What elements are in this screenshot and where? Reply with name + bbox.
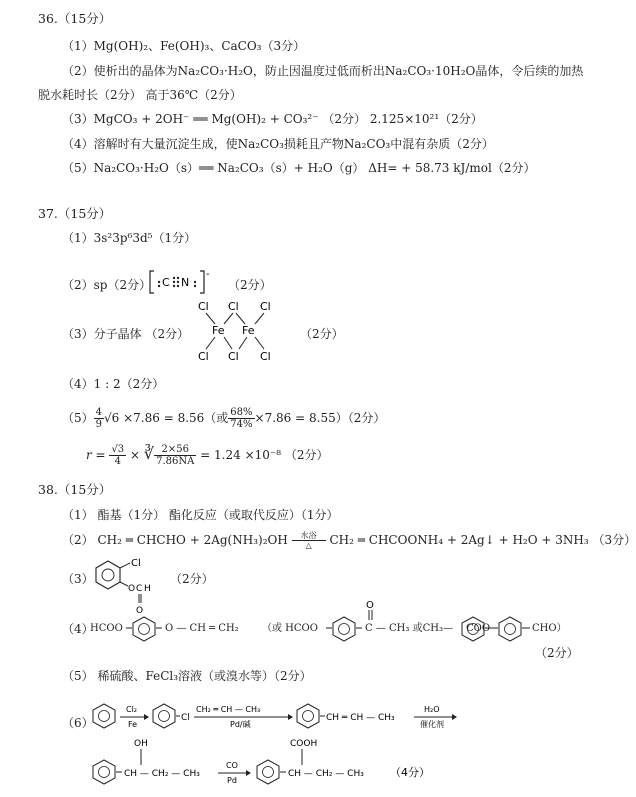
fraction-denominator: 7.86NA xyxy=(156,456,195,467)
fraction-68-74 xyxy=(228,407,254,430)
propyl-chain: CH — CH₂ — CH₃ xyxy=(288,769,364,779)
fraction-denominator: 9 xyxy=(95,419,103,430)
hydroxyl-label: OH xyxy=(134,739,148,749)
q37-title: 37.（15分） xyxy=(38,206,112,221)
condition-cl2: Cl₂ xyxy=(126,705,138,714)
acid-product xyxy=(257,739,364,784)
phenyl-formate-chloro-structure xyxy=(92,555,162,615)
formate-group: HCOO xyxy=(90,623,123,634)
alcohol-intermediate xyxy=(93,739,200,784)
benzene-ring-icon xyxy=(326,614,362,642)
fraction-numerator: √3 xyxy=(111,444,125,455)
cyanide-carbon: C xyxy=(162,276,170,289)
q36-answer-4: （4）溶解时有大量沉淀生成，使Na₂CO₃损耗且产物Na₂CO₃中混有杂质（2分） xyxy=(62,137,494,151)
q37-answer-3-score: （2分） xyxy=(300,327,344,341)
aldehyde-group: CHO） xyxy=(532,623,567,634)
q38-answer-1: （1） 酯基（1分） 酯化反应（或取代反应）（1分） xyxy=(62,508,339,522)
q38-answer-6-label: （6） xyxy=(62,716,94,730)
condition-water: H₂O xyxy=(424,705,440,714)
arrow-propene-pd xyxy=(194,705,293,729)
oxygen-label: O xyxy=(136,606,144,616)
q36-answer-3: （3）MgCO₃ + 2OH⁻ ══ Mg(OH)₂ + CO₃²⁻ （2分） 2.125×10²¹（2分） xyxy=(62,112,483,126)
condition-catalyst: 催化剂 xyxy=(420,720,444,729)
hydrogen-label: H xyxy=(144,584,151,594)
radius-result: = 1.24 ×10⁻⁸ （2分） xyxy=(200,448,329,462)
q38-6-score: （4分） xyxy=(390,766,430,779)
condition-co: CO xyxy=(226,761,238,770)
arrow-cl2-fe xyxy=(120,705,149,729)
cl-atom: Cl xyxy=(198,300,209,313)
carbonyl-oxygen xyxy=(364,598,378,620)
q37-5-label: （5） xyxy=(62,411,94,425)
ketone-group: C — CH₃ 或CH₃— xyxy=(365,623,453,634)
arrow-water-catalyst xyxy=(414,705,457,729)
fraction-numerator: 68% xyxy=(230,407,253,418)
fe2cl6-dimer-structure xyxy=(190,298,290,364)
arrow-co-pd xyxy=(218,761,251,785)
q36-answer-2: （2）使析出的晶体为Na₂CO₃·H₂O，防止因温度过低而析出Na₂CO₃·10H₂O晶体，令后续的加热 xyxy=(62,64,584,78)
beta-methylstyrene xyxy=(297,704,395,728)
carboxyl-label: COOH xyxy=(290,739,318,749)
q38-answer-5: （5） 稀硫酸、FeCl₃溶液（或溴水等）（2分） xyxy=(62,669,312,683)
cl-atom: Cl xyxy=(260,300,271,313)
cube-root-sign: ∛ xyxy=(143,444,155,463)
condition-propene: CH₂ ═ CH — CH₃ xyxy=(196,705,261,714)
q37-radius-formula xyxy=(86,439,329,470)
q36-answer-2-cont: 脱水耗时长（2分） 高于36℃（2分） xyxy=(38,88,242,102)
q38-answer-3-score: （2分） xyxy=(170,572,214,586)
q37-answer-2-score: （2分） xyxy=(228,278,272,292)
arrow-condition-top: 水浴 xyxy=(300,531,317,540)
times-sign: × xyxy=(130,448,141,462)
q37-5-end: ×7.86 = 8.55）（2分） xyxy=(254,411,386,425)
carbon-label: C xyxy=(136,584,143,594)
cl-atom: Cl xyxy=(198,350,209,363)
fraction-denominator: 74% xyxy=(230,419,253,430)
fraction-sqrt3-4 xyxy=(109,444,126,467)
vinyl-ether-group: O — CH ═ CH₂ xyxy=(165,623,239,634)
chlorine-label: Cl xyxy=(181,713,190,723)
cyanide-nitrogen: N xyxy=(181,276,190,289)
q37-answer-4: （4）1 : 2（2分） xyxy=(62,377,165,391)
arrow-condition-bottom: △ xyxy=(305,541,312,550)
benzene-ring-icon xyxy=(490,614,534,642)
reaction-arrow xyxy=(292,531,326,550)
oxygen-label: O xyxy=(366,600,374,611)
condition-pd-base: Pd/碱 xyxy=(230,720,251,729)
benzene-start xyxy=(93,704,115,728)
q36-title: 36.（15分） xyxy=(38,11,112,26)
propyl-chain: CH — CH₂ — CH₃ xyxy=(124,769,200,779)
q37-answer-5 xyxy=(62,405,385,431)
fraction-denominator: 4 xyxy=(114,456,121,467)
q37-answer-3: （3）分子晶体 （2分） xyxy=(62,327,190,341)
cl-atom: Cl xyxy=(260,350,271,363)
q36-answer-5: （5）Na₂CO₃·H₂O（s）══ Na₂CO₃（s）+ H₂O（g） ΔH= + 58.73 kJ/mol（2分） xyxy=(62,161,536,175)
fraction-numerator: 4 xyxy=(95,407,103,418)
cyanide-charge: - xyxy=(206,269,210,280)
q37-5-middle: √6 ×7.86 = 8.56（或 xyxy=(104,411,229,425)
q36-answer-1: （1）Mg(OH)₂、Fe(OH)₃、CaCO₃（3分） xyxy=(62,39,306,53)
ester-group: COO xyxy=(466,623,491,634)
radius-symbol: r = xyxy=(86,448,106,462)
cyanide-lewis-structure xyxy=(148,267,214,297)
cl-atom: Cl xyxy=(228,350,239,363)
q38-answer-4-label: （4） xyxy=(62,622,94,636)
fe-atom: Fe xyxy=(242,324,255,337)
q38-answer-3-label: （3） xyxy=(62,572,94,586)
cl-atom: Cl xyxy=(228,300,239,313)
benzene-ring-icon xyxy=(126,614,162,642)
q38-answer-4-score: （2分） xyxy=(535,646,579,660)
q38-2-reactants: （2） CH₂ ═ CHCHO + 2Ag(NH₃)₂OH xyxy=(62,533,288,547)
propenyl-chain: CH ═ CH — CH₃ xyxy=(326,713,395,723)
fe-atom: Fe xyxy=(212,324,225,337)
fraction-4-9 xyxy=(94,407,104,430)
chlorobenzene xyxy=(153,704,190,728)
q37-answer-2: （2）sp（2分） xyxy=(62,278,152,292)
alternative-formate: （或 HCOO xyxy=(262,623,318,634)
condition-pd: Pd xyxy=(227,776,237,785)
q38-answer-2 xyxy=(62,530,636,550)
fraction-2x56 xyxy=(154,444,196,467)
synthesis-route xyxy=(90,700,600,797)
chlorine-label: Cl xyxy=(131,558,141,569)
q37-answer-1: （1）3s²3p⁶3d⁵（1分） xyxy=(62,231,197,245)
q38-2-products: CH₂ ═ CHCOONH₄ + 2Ag↓ + H₂O + 3NH₃ （3分） xyxy=(329,533,636,547)
condition-fe: Fe xyxy=(128,720,138,729)
fraction-numerator: 2×56 xyxy=(154,444,196,456)
q38-title: 38.（15分） xyxy=(38,482,112,497)
oxygen-label: O xyxy=(128,584,136,594)
